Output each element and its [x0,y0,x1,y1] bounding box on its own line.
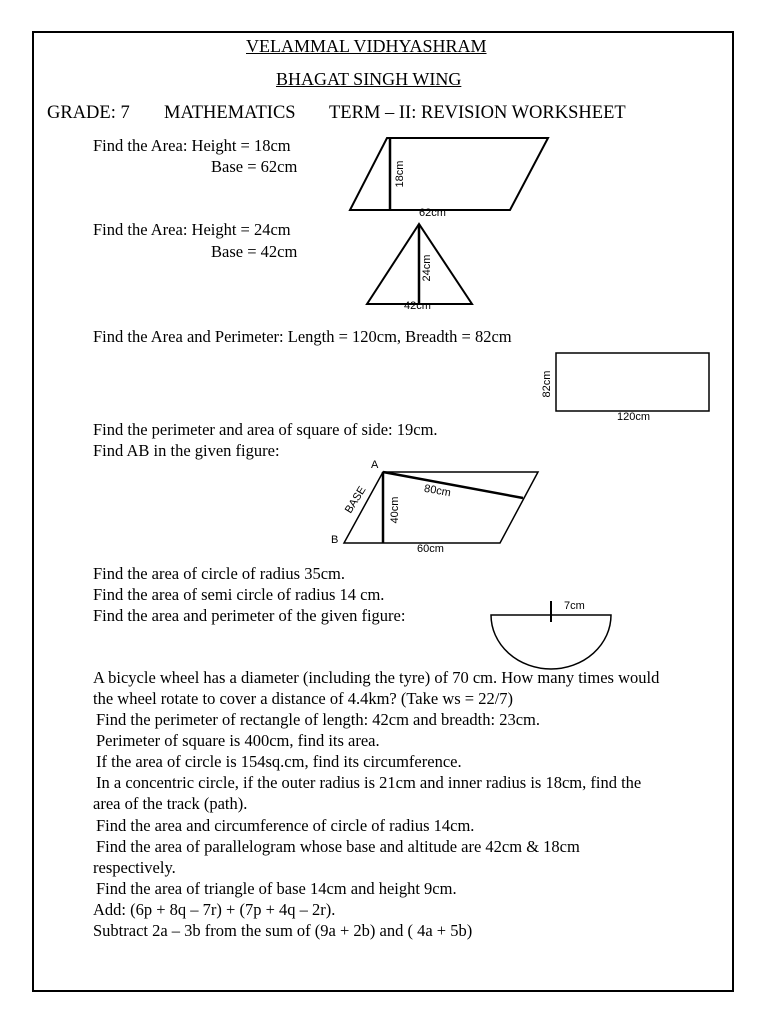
semicircle-radius-label: 7cm [564,600,585,612]
question-13-line-2: area of the track (path). [93,794,248,813]
question-11: Perimeter of square is 400cm, find its area. [96,731,380,750]
point-a-label: A [371,459,379,471]
question-17: Add: (6p + 8q – 7r) + (7p + 4q – 2r). [93,900,336,919]
question-6: Find the area of circle of radius 35cm. [93,564,345,583]
question-2-line-1: Find the Area: Height = 24cm [93,220,291,239]
rectangle-length-label: 120cm [617,411,651,423]
question-2-line-2: Base = 42cm [211,242,298,261]
question-7: Find the area of semi circle of radius 14 cm. [93,585,385,604]
term-label: TERM – II: REVISION WORKSHEET [329,103,626,123]
point-b-label: B [331,534,339,546]
parallelogram-shape [350,138,548,210]
rectangle-shape [556,353,709,411]
ab-base-side-label: BASE [342,484,369,516]
question-8: Find the area and perimeter of the given figure: [93,606,406,625]
triangle-base-label: 42cm [404,300,431,312]
wing-name: BHAGAT SINGH WING [276,69,462,89]
rectangle-breadth-label: 82cm [541,370,553,398]
question-5: Find AB in the given figure: [93,441,280,460]
parallelogram-base-label: 62cm [419,207,446,219]
question-1-line-1: Find the Area: Height = 18cm [93,136,291,155]
triangle-height-label: 24cm [421,254,433,282]
ab-diagonal-label: 80cm [423,482,452,500]
question-16: Find the area of triangle of base 14cm and height 9cm. [96,879,457,898]
ab-base-label: 60cm [417,543,444,555]
question-3: Find the Area and Perimeter: Length = 120cm, Breadth = 82cm [93,327,512,346]
question-9-line-2: the wheel rotate to cover a distance of 4.4km? (Take ws = 22/7) [93,689,514,708]
question-15-line-2: respectively. [93,858,176,877]
parallelogram-height-label: 18cm [394,160,406,188]
question-15-line-1: Find the area of parallelogram whose base and altitude are 42cm & 18cm [96,837,580,856]
question-12: If the area of circle is 154sq.cm, find its circumference. [96,752,462,771]
question-9-line-1: A bicycle wheel has a diameter (including the tyre) of 70 cm. How many times would [93,668,660,687]
grade-label: GRADE: 7 [47,103,130,123]
school-name: VELAMMAL VIDHYASHRAM [246,36,487,56]
question-4: Find the perimeter and area of square of side: 19cm. [93,420,438,439]
semicircle-shape [491,615,611,669]
ab-diagonal-line [383,472,523,498]
question-13-line-1: In a concentric circle, if the outer radius is 21cm and inner radius is 18cm, find the [96,773,642,792]
question-18: Subtract 2a – 3b from the sum of (9a + 2b) and ( 4a + 5b) [93,921,473,940]
ab-height-label: 40cm [389,496,401,524]
question-1-line-2: Base = 62cm [211,157,298,176]
subject-label: MATHEMATICS [164,103,296,123]
question-14: Find the area and circumference of circle of radius 14cm. [96,816,475,835]
question-10: Find the perimeter of rectangle of length: 42cm and breadth: 23cm. [96,710,540,729]
